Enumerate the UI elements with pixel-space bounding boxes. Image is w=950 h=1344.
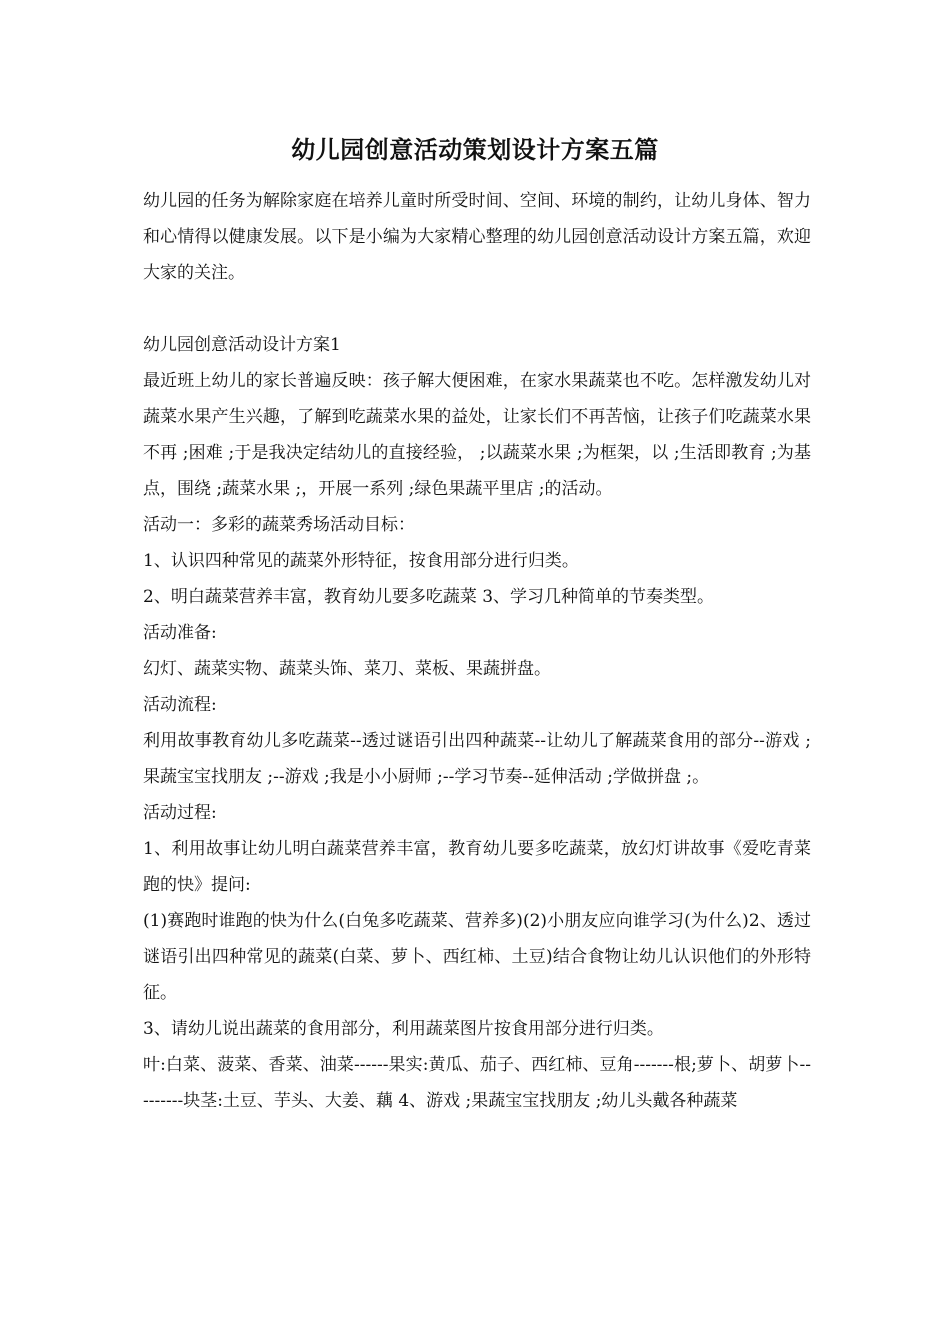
paragraph: 幻灯、蔬菜实物、蔬菜头饰、菜刀、菜板、果蔬拼盘。 — [143, 659, 551, 679]
paragraph: 最近班上幼儿的家长普遍反映：孩子解大便困难，在家水果蔬菜也不吃。怎样激发幼儿对蔬菜水果产生兴趣，了解到吃蔬菜水果的益处，让家长们不再苦恼，让孩子们吃蔬菜水果不再 ;困难 ;于是我决定结幼儿的直接经验， ;以蔬菜水果 ;为框架，以 ;生活即教育 ;为基点，围绕 ;蔬菜水果 ;，开展一系列 ;绿色果蔬平里店 ;的活动。 — [143, 371, 811, 499]
paragraph: 活动准备: — [143, 623, 217, 643]
document-title: 幼儿园创意活动策划设计方案五篇 — [291, 136, 659, 164]
paragraph: 3、请幼儿说出蔬菜的食用部分，利用蔬菜图片按食用部分进行归类。 — [143, 1019, 664, 1039]
paragraph-spacer — [143, 291, 811, 327]
paragraph: 活动过程: — [143, 803, 217, 823]
paragraph: 活动流程: — [143, 695, 217, 715]
document-body — [143, 183, 811, 1119]
paragraph: 1、利用故事让幼儿明白蔬菜营养丰富，教育幼儿要多吃蔬菜，放幻灯讲故事《爱吃青菜跑的快》提问: — [143, 839, 811, 895]
section-heading: 幼儿园创意活动设计方案1 — [143, 335, 341, 355]
paragraph: (1)赛跑时谁跑的快为什么(白兔多吃蔬菜、营养多)(2)小朋友应向谁学习(为什么)2、透过谜语引出四种常见的蔬菜(白菜、萝卜、西红柿、土豆)结合食物让幼儿认识他们的外形特征。 — [143, 911, 811, 1003]
paragraph: 2、明白蔬菜营养丰富，教育幼儿要多吃蔬菜 3、学习几种简单的节奏类型。 — [143, 587, 715, 607]
paragraph: 1、认识四种常见的蔬菜外形特征，按食用部分进行归类。 — [143, 551, 579, 571]
paragraph: 叶:白菜、菠菜、香菜、油菜------果实:黄瓜、茄子、西红柿、豆角-------根;萝卜、胡萝卜---------块茎:土豆、芋头、大姜、藕 4、游戏 ;果蔬宝宝找朋友 ;幼儿头戴各种蔬菜 — [143, 1055, 811, 1111]
paragraph: 利用故事教育幼儿多吃蔬菜--透过谜语引出四种蔬菜--让幼儿了解蔬菜食用的部分--游戏 ;果蔬宝宝找朋友 ;--游戏 ;我是小小厨师 ;--学习节奏--延伸活动 ;学做拼盘 ;。 — [143, 731, 811, 787]
paragraph: 活动一：多彩的蔬菜秀场活动目标： — [143, 515, 415, 535]
intro-paragraph: 幼儿园的任务为解除家庭在培养儿童时所受时间、空间、环境的制约，让幼儿身体、智力和心情得以健康发展。以下是小编为大家精心整理的幼儿园创意活动设计方案五篇，欢迎大家的关注。 — [143, 191, 811, 283]
